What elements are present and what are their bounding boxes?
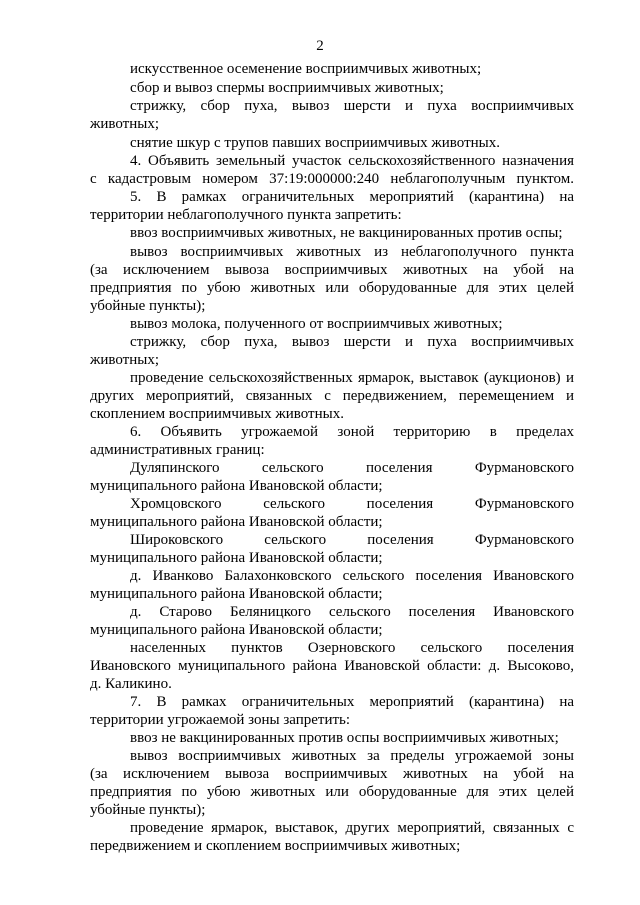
text-line: Широковского сельского поселения Фурмановского	[130, 532, 574, 548]
text-line: убойные пункты);	[90, 802, 206, 818]
text-line: административных границ:	[90, 442, 265, 458]
text-line: территории угрожаемой зоны запретить:	[90, 712, 351, 728]
text-line: других мероприятий, связанных с передвижением, перемещением и	[90, 388, 574, 404]
text-line: убойные пункты);	[90, 298, 206, 314]
text-line: стрижку, сбор пуха, вывоз шерсти и пуха восприимчивых	[130, 98, 574, 114]
text-line: муниципального района Ивановской области;	[90, 622, 383, 638]
text-line: муниципального района Ивановской области;	[90, 514, 383, 530]
text-line: Хромцовского сельского поселения Фурмановского	[130, 496, 574, 512]
text-line: передвижением и скоплением восприимчивых животных;	[90, 838, 461, 854]
text-line: с кадастровым номером 37:19:000000:240 неблагополучным пунктом.	[90, 171, 574, 187]
text-line: проведение сельскохозяйственных ярмарок, выставок (аукционов) и	[130, 370, 574, 386]
text-line: ввоз восприимчивых животных, не вакцинированных против оспы;	[130, 225, 563, 241]
text-line: предприятия по убою животных или оборудованные для этих целей	[90, 280, 574, 296]
text-line: 7. В рамках ограничительных мероприятий (карантина) на	[130, 694, 574, 710]
text-line: (за исключением вывоза восприимчивых животных на убой на	[90, 262, 574, 278]
text-line: д. Иванково Балахонковского сельского поселения Ивановского	[130, 568, 574, 584]
text-line: животных;	[90, 352, 160, 368]
text-line: Ивановского муниципального района Ивановской области: д. Высоково,	[90, 658, 574, 674]
text-line: Дуляпинского сельского поселения Фурмановского	[130, 460, 574, 476]
text-line: территории неблагополучного пункта запретить:	[90, 207, 402, 223]
text-line: вывоз восприимчивых животных за пределы угрожаемой зоны	[130, 748, 574, 764]
text-line: муниципального района Ивановской области;	[90, 478, 383, 494]
text-line: искусственное осеменение восприимчивых животных;	[130, 61, 482, 77]
text-line: ввоз не вакцинированных против оспы восприимчивых животных;	[130, 730, 559, 746]
text-line: 4. Объявить земельный участок сельскохозяйственного назначения	[130, 153, 574, 169]
text-line: предприятия по убою животных или оборудованные для этих целей	[90, 784, 574, 800]
text-line: животных;	[90, 116, 160, 132]
text-line: вывоз молока, полученного от восприимчивых животных;	[130, 316, 503, 332]
text-line: (за исключением вывоза восприимчивых животных на убой на	[90, 766, 574, 782]
text-line: 5. В рамках ограничительных мероприятий (карантина) на	[130, 189, 574, 205]
text-line: стрижку, сбор пуха, вывоз шерсти и пуха восприимчивых	[130, 334, 574, 350]
text-line: населенных пунктов Озерновского сельского поселения	[130, 640, 574, 656]
text-line: проведение ярмарок, выставок, других мероприятий, связанных с	[130, 820, 574, 836]
text-line: скоплением восприимчивых животных.	[90, 406, 344, 422]
text-line: д. Старово Беляницкого сельского поселения Ивановского	[130, 604, 574, 620]
text-line: д. Каликино.	[90, 676, 172, 692]
text-line: 6. Объявить угрожаемой зоной территорию в пределах	[130, 424, 574, 440]
text-line: муниципального района Ивановской области;	[90, 550, 383, 566]
text-line: снятие шкур с трупов павших восприимчивых животных.	[130, 135, 501, 151]
text-line: муниципального района Ивановской области;	[90, 586, 383, 602]
page-number: 2	[316, 38, 324, 54]
text-line: сбор и вывоз спермы восприимчивых животных;	[130, 80, 444, 96]
text-line: вывоз восприимчивых животных из неблагополучного пункта	[130, 244, 574, 260]
